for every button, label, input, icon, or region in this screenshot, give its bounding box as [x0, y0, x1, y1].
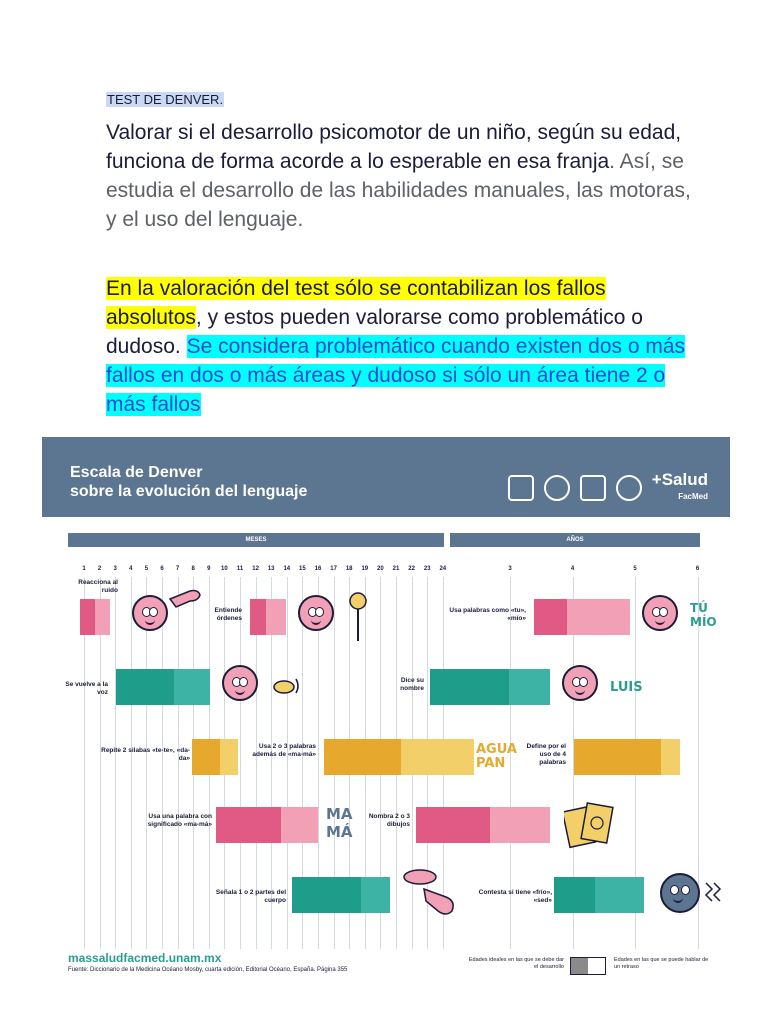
word-ma: MA	[326, 805, 353, 823]
highlight-yellow-text: En la valoración del test sólo se contabilizan los fallos absolutos	[106, 277, 606, 329]
bar-ideal-segment	[534, 599, 567, 635]
gridline	[287, 577, 288, 949]
bar-ideal-segment	[430, 669, 509, 705]
bar-delay-segment	[401, 739, 475, 775]
legend-swatch	[570, 957, 606, 975]
label-senala: Señala 1 o 2 partes del cuerpo	[215, 889, 286, 904]
month-tick-label: 5	[144, 566, 149, 572]
definition-main-text: Valorar si el desarrollo psicomotor de un niño, según su edad, funciona de forma acorde a lo esperable en esa franja	[106, 121, 682, 173]
label-usa-una: Usa una palabra con significado «ma-má»	[147, 813, 212, 828]
month-tick-label: 2	[97, 566, 102, 572]
scoring-plain-text: , y estos pueden valorarse como problemático o dudoso.	[106, 306, 643, 358]
gridline	[115, 577, 116, 949]
legend-ideal-swatch	[571, 958, 588, 974]
bar-ideal-segment	[250, 599, 266, 635]
months-axis-bar: MESES	[68, 533, 444, 547]
baby-face-icon	[298, 595, 334, 631]
bar-delay-segment	[595, 877, 644, 913]
month-tick-label: 22	[408, 566, 415, 572]
month-tick-label: 15	[299, 566, 306, 572]
bar-delay-segment	[174, 669, 210, 705]
document-heading: TEST DE DENVER.	[107, 92, 224, 107]
salud-facmed-logo	[652, 471, 708, 505]
bar-reacciona	[80, 599, 110, 635]
bar-delay-segment	[281, 807, 318, 843]
month-tick-label: 9	[207, 566, 211, 572]
gridline	[146, 577, 147, 949]
legend-ideal-text: Edades ideales en las que se debe dar el desarrollo	[468, 957, 564, 970]
year-tick-label: 6	[695, 566, 700, 572]
word-ma-ma	[326, 805, 353, 841]
label-contesta: Contesta si tiene «frío», «sed»	[478, 889, 552, 904]
bar-define	[574, 739, 680, 775]
label-define: Define por el uso de 4 palabras	[526, 743, 566, 766]
month-tick-label: 7	[175, 566, 180, 572]
label-dice-nombre: Dice su nombre	[400, 677, 424, 692]
child-face-icon	[642, 595, 678, 631]
word-ma-accent: MÁ	[326, 823, 353, 841]
bar-dice-nombre	[430, 669, 550, 705]
year-tick-label: 3	[508, 566, 512, 572]
month-tick-label: 10	[221, 566, 228, 572]
bar-delay-segment	[567, 599, 630, 635]
paragraph-definition	[106, 118, 706, 234]
child-face-icon	[562, 665, 598, 701]
month-tick-label: 14	[283, 566, 291, 572]
legend-delay-swatch	[588, 958, 605, 974]
month-tick-label: 20	[377, 566, 384, 572]
year-tick-label: 4	[570, 566, 575, 572]
site-url: massaludfacmed.unam.mx	[68, 951, 222, 965]
mouth-pointing-icon	[398, 867, 462, 923]
month-tick-label: 6	[160, 566, 164, 572]
bar-usa-tu	[534, 599, 630, 635]
month-tick-label: 13	[267, 566, 275, 572]
month-tick-label: 4	[129, 566, 133, 572]
year-tick-label: 5	[633, 566, 637, 572]
bar-delay-segment	[95, 599, 110, 635]
bar-delay-segment	[661, 739, 680, 775]
logo-strip	[508, 471, 708, 505]
bar-usa-una	[216, 807, 318, 843]
bar-ideal-segment	[192, 739, 220, 775]
baby-face-icon	[132, 595, 168, 631]
month-tick-label: 3	[113, 566, 117, 572]
bar-delay-segment	[361, 877, 390, 913]
bar-nombra	[416, 807, 550, 843]
gridline	[178, 577, 179, 949]
bar-ideal-segment	[216, 807, 281, 843]
month-tick-label: 12	[252, 566, 259, 572]
month-tick-label: 19	[361, 566, 369, 572]
bar-se-vuelve	[116, 669, 210, 705]
gridline	[131, 577, 132, 949]
bar-ideal-segment	[554, 877, 595, 913]
brand-text: +Salud	[651, 470, 708, 489]
month-tick-label: 17	[330, 566, 337, 572]
label-se-vuelve: Se vuelve a la voz	[65, 681, 108, 696]
word-tu-mio	[690, 601, 717, 629]
bar-ideal-segment	[292, 877, 361, 913]
facmed-seal-icon	[544, 475, 570, 501]
word-agua: AGUA	[476, 742, 517, 757]
brand-subtext: FacMed	[678, 492, 708, 501]
label-reacciona: Reacciona al ruido	[78, 579, 118, 594]
rattle-icon	[346, 587, 370, 643]
bar-repite	[192, 739, 238, 775]
label-repite: Repite 2 silabas «te-te», «da-da»	[101, 747, 190, 762]
cold-child-face-icon	[660, 873, 700, 913]
month-tick-label: 1	[82, 566, 86, 572]
word-tu: TÚ	[690, 601, 708, 615]
infographic-header	[42, 437, 730, 517]
bar-ideal-segment	[80, 599, 95, 635]
title-line-2: sobre la evolución del lenguaje	[70, 483, 308, 500]
highlight-cyan-text: Se considera problemático cuando existen dos o más fallos en dos o más áreas y dudoso si sólo un área tiene 2 o más fallos	[106, 335, 686, 416]
month-tick-label: 16	[314, 566, 322, 572]
lips-speaking-icon	[272, 673, 302, 699]
unam-logo-icon	[508, 475, 534, 501]
infinity-logo-icon	[616, 475, 642, 501]
word-luis: LUIS	[610, 680, 643, 695]
shiver-lines-icon	[702, 881, 722, 905]
bar-usa-2-3	[324, 739, 474, 775]
gridline	[162, 577, 163, 949]
month-tick-label: 21	[392, 566, 400, 572]
bar-ideal-segment	[574, 739, 661, 775]
month-tick-label: 8	[191, 566, 195, 572]
bar-delay-segment	[220, 739, 238, 775]
word-agua-pan	[476, 743, 517, 771]
definition-secondary-text: . Así, se estudia el desarrollo de las habilidades manuales, las motoras, y el uso del lenguaje.	[106, 150, 691, 231]
label-usa-tu: Usa palabras como «tu», «mío»	[449, 607, 526, 622]
bar-delay-segment	[490, 807, 550, 843]
picture-cards-icon	[564, 799, 614, 853]
bar-delay-segment	[509, 669, 550, 705]
label-entiende: Entiende órdenes	[214, 607, 242, 622]
month-tick-label: 24	[439, 566, 447, 572]
bar-senala	[292, 877, 390, 913]
years-axis-bar: AÑOS	[450, 533, 700, 547]
bar-ideal-segment	[416, 807, 490, 843]
pointing-hand-icon	[168, 585, 204, 609]
source-citation: Fuente: Diccionario de la Medicina Océano Mosby, cuarta edición, Editorial Océano, España. Página 355	[68, 967, 348, 973]
bar-ideal-segment	[116, 669, 174, 705]
bar-delay-segment	[266, 599, 286, 635]
paragraph-scoring	[106, 274, 706, 419]
bar-ideal-segment	[324, 739, 401, 775]
bar-entiende	[250, 599, 286, 635]
denver-infographic	[42, 437, 730, 1002]
legend-delay-text: Edades en las que se puede hablar de un retraso	[614, 957, 709, 970]
title-line-1: Escala de Denver	[70, 464, 203, 481]
label-usa-2-3: Usa 2 o 3 palabras además de «ma-má»	[252, 743, 316, 758]
month-tick-label: 11	[236, 566, 244, 572]
unam-script-logo-icon	[580, 475, 606, 501]
label-nombra: Nombra 2 o 3 dibujos	[368, 813, 410, 828]
baby-face-icon	[222, 665, 258, 701]
bar-contesta	[554, 877, 644, 913]
word-pan: PAN	[476, 756, 506, 771]
infographic-title	[70, 463, 307, 501]
month-tick-label: 23	[423, 566, 431, 572]
word-mio: MÍO	[690, 615, 717, 629]
month-tick-label: 18	[345, 566, 353, 572]
